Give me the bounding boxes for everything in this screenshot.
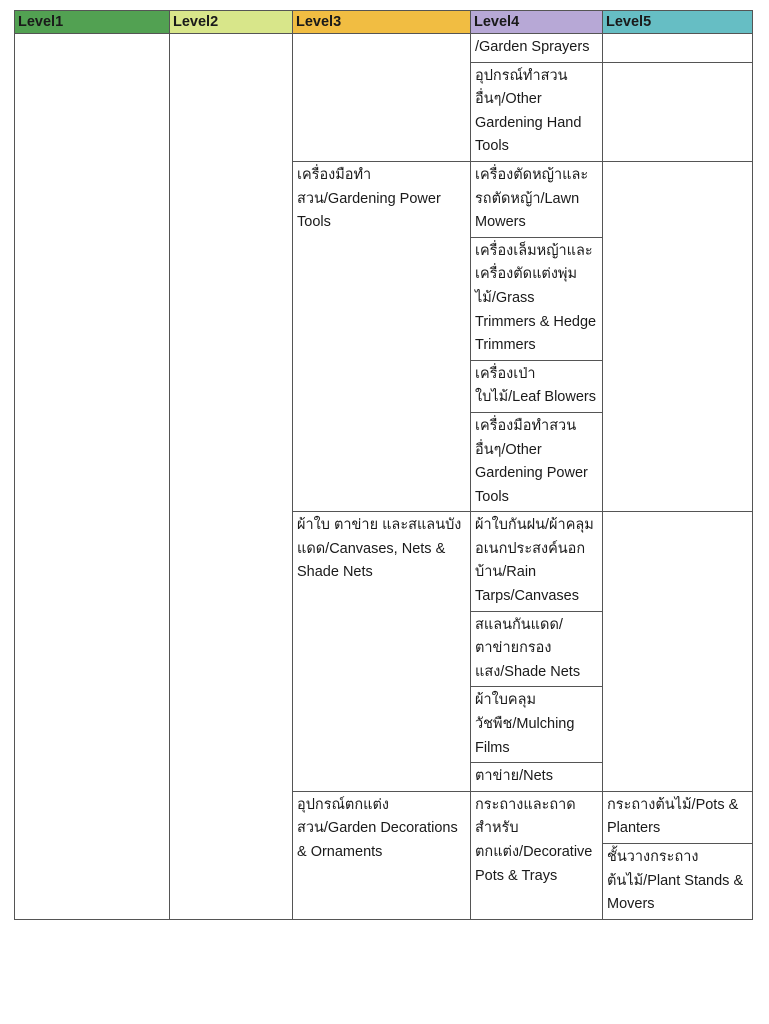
level5-cell: [603, 512, 753, 792]
level3-cell-decorations: อุปกรณ์ตกแต่งสวน/Garden Decorations & Ornaments: [293, 791, 471, 919]
level5-cell-pots-planters: กระถางต้นไม้/Pots & Planters: [603, 791, 753, 843]
level5-cell: [603, 161, 753, 511]
level3-cell-blank: [293, 34, 471, 162]
header-level5: Level5: [603, 11, 753, 34]
level4-cell-sprayers: /Garden Sprayers: [471, 34, 603, 63]
header-row: [15, 11, 753, 34]
level5-cell: [603, 62, 753, 161]
level2-cell: [170, 34, 293, 920]
level5-cell-plant-stands: ชั้นวางกระถางต้นไม้/Plant Stands & Movers: [603, 844, 753, 920]
level4-cell-decorative-pots: กระถางและถาดสำหรับตกแต่ง/Decorative Pots & Trays: [471, 791, 603, 919]
table-row: [15, 34, 753, 63]
level4-cell-rain-tarps: ผ้าใบกันฝน/ผ้าคลุมอเนกประสงค์นอกบ้าน/Rain Tarps/Canvases: [471, 512, 603, 611]
category-table: [14, 10, 753, 920]
category-table-sheet: [14, 10, 753, 920]
level4-cell-nets: ตาข่าย/Nets: [471, 763, 603, 792]
header-level2: Level2: [170, 11, 293, 34]
level4-cell-other-hand-tools: อุปกรณ์ทำสวนอื่นๆ/Other Gardening Hand Tools: [471, 62, 603, 161]
level5-cell: [603, 34, 753, 63]
level3-cell-power-tools: เครื่องมือทำสวน/Gardening Power Tools: [293, 161, 471, 511]
level4-cell-trimmers: เครื่องเล็มหญ้าและเครื่องตัดแต่งพุ่มไม้/Grass Trimmers & Hedge Trimmers: [471, 237, 603, 360]
header-level4: Level4: [471, 11, 603, 34]
level3-cell-canvases: ผ้าใบ ตาข่าย และสแลนบังแดด/Canvases, Nets & Shade Nets: [293, 512, 471, 792]
level4-cell-mulching-films: ผ้าใบคลุมวัชพืช/Mulching Films: [471, 687, 603, 763]
header-level1: Level1: [15, 11, 170, 34]
level4-cell-other-power-tools: เครื่องมือทำสวนอื่นๆ/Other Gardening Power Tools: [471, 412, 603, 511]
level4-cell-leaf-blowers: เครื่องเป่าใบไม้/Leaf Blowers: [471, 360, 603, 412]
header-level3: Level3: [293, 11, 471, 34]
level4-cell-lawn-mowers: เครื่องตัดหญ้าและรถตัดหญ้า/Lawn Mowers: [471, 161, 603, 237]
level4-cell-shade-nets: สแลนกันแดด/ตาข่ายกรองแสง/Shade Nets: [471, 611, 603, 687]
level1-cell: [15, 34, 170, 920]
